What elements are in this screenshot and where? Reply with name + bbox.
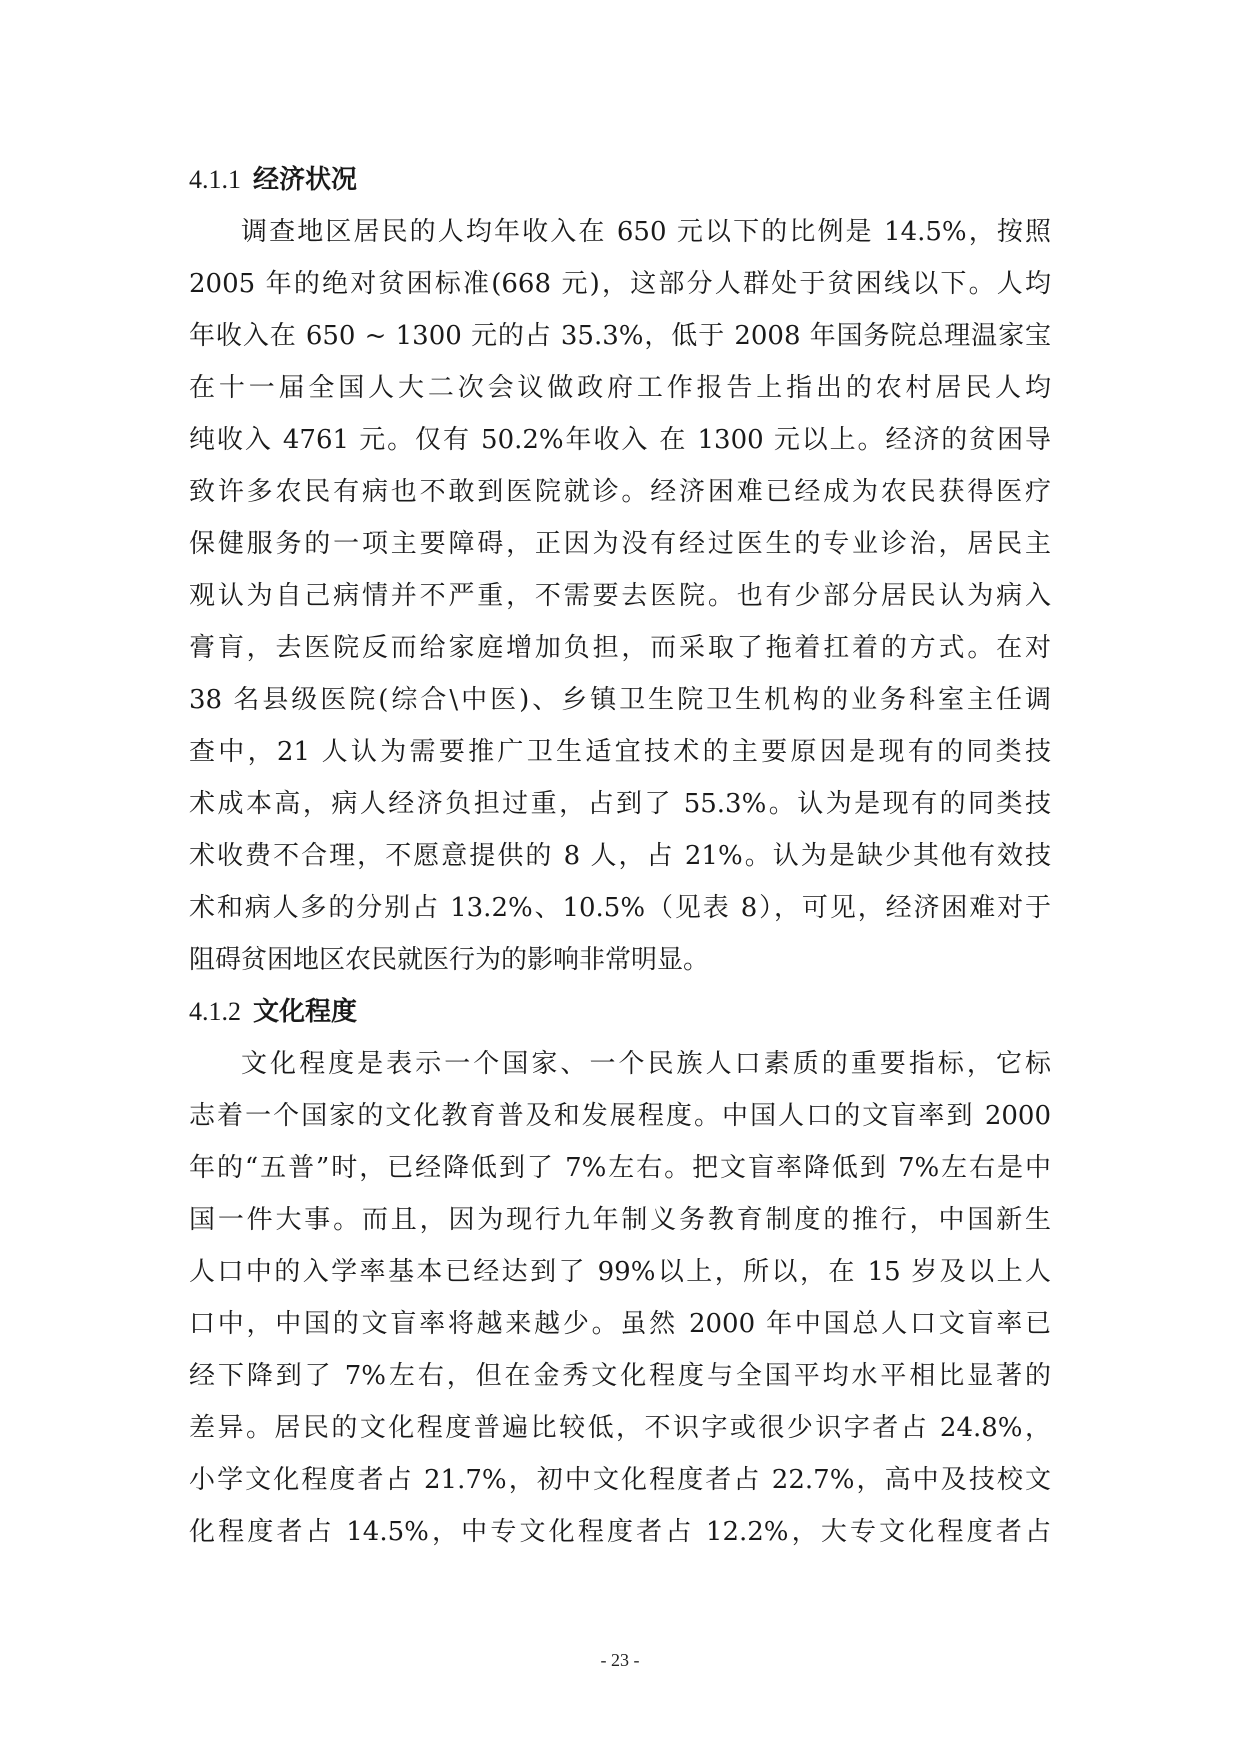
section-title: 文化程度 bbox=[253, 997, 358, 1027]
paragraph-line: 人口中的入学率基本已经达到了 99%以上，所以，在 15 岁及以上人 bbox=[189, 1257, 1051, 1287]
paragraph-line: 观认为自己病情并不严重，不需要去医院。也有少部分居民认为病入 bbox=[189, 581, 1051, 611]
section-title: 经济状况 bbox=[253, 165, 358, 195]
section-heading bbox=[189, 154, 1051, 206]
paragraph-line: 查中，21 人认为需要推广卫生适宜技术的主要原因是现有的同类技 bbox=[189, 737, 1051, 767]
paragraph-line: 文化程度是表示一个国家、一个民族人口素质的重要指标，它标 bbox=[241, 1049, 1051, 1079]
paragraph-line: 2005 年的绝对贫困标准(668 元)，这部分人群处于贫困线以下。人均 bbox=[189, 269, 1051, 299]
paragraph-line: 口中，中国的文盲率将越来越少。虽然 2000 年中国总人口文盲率已 bbox=[189, 1309, 1051, 1339]
paragraph-line: 志着一个国家的文化教育普及和发展程度。中国人口的文盲率到 2000 bbox=[189, 1101, 1051, 1131]
section-economic-status bbox=[189, 154, 1051, 1558]
section-number: 4.1.1 bbox=[189, 165, 241, 194]
paragraph-line: 调查地区居民的人均年收入在 650 元以下的比例是 14.5%，按照 bbox=[241, 217, 1051, 247]
paragraph-line: 小学文化程度者占 21.7%，初中文化程度者占 22.7%，高中及技校文 bbox=[189, 1465, 1051, 1495]
paragraph-line: 在十一届全国人大二次会议做政府工作报告上指出的农村居民人均 bbox=[189, 373, 1051, 403]
paragraph-line: 术收费不合理，不愿意提供的 8 人，占 21%。认为是缺少其他有效技 bbox=[189, 841, 1051, 871]
paragraph-line: 术成本高，病人经济负担过重，占到了 55.3%。认为是现有的同类技 bbox=[189, 789, 1051, 819]
paragraph-line: 38 名县级医院(综合\中医)、乡镇卫生院卫生机构的业务科室主任调 bbox=[189, 685, 1051, 715]
paragraph-line: 阻碍贫困地区农民就医行为的影响非常明显。 bbox=[189, 945, 710, 975]
paragraph-line: 年收入在 650 ~ 1300 元的占 35.3%，低于 2008 年国务院总理温家宝 bbox=[189, 321, 1051, 351]
paragraph-line: 保健服务的一项主要障碍，正因为没有经过医生的专业诊治，居民主 bbox=[189, 529, 1051, 559]
section-heading bbox=[189, 986, 1051, 1038]
paragraph-line: 年的“五普”时，已经降低到了 7%左右。把文盲率降低到 7%左右是中 bbox=[189, 1153, 1051, 1183]
paragraph-line: 化程度者占 14.5%，中专文化程度者占 12.2%，大专文化程度者占 bbox=[189, 1517, 1051, 1547]
paragraph-line: 经下降到了 7%左右，但在金秀文化程度与全国平均水平相比显著的 bbox=[189, 1361, 1051, 1391]
paragraph-line: 差异。居民的文化程度普遍比较低，不识字或很少识字者占 24.8%， bbox=[189, 1413, 1051, 1443]
paragraph-line: 致许多农民有病也不敢到医院就诊。经济困难已经成为农民获得医疗 bbox=[189, 477, 1051, 507]
section-number: 4.1.2 bbox=[189, 997, 241, 1026]
paragraph-line: 术和病人多的分别占 13.2%、10.5%（见表 8），可见，经济困难对于 bbox=[189, 893, 1051, 923]
paragraph-line: 纯收入 4761 元。仅有 50.2%年收入 在 1300 元以上。经济的贫困导 bbox=[189, 425, 1051, 455]
page-number: - 23 - bbox=[600, 1650, 640, 1670]
paragraph-line: 国一件大事。而且，因为现行九年制义务教育制度的推行，中国新生 bbox=[189, 1205, 1051, 1235]
paragraph-line: 膏肓，去医院反而给家庭增加负担，而采取了拖着扛着的方式。在对 bbox=[189, 633, 1051, 663]
